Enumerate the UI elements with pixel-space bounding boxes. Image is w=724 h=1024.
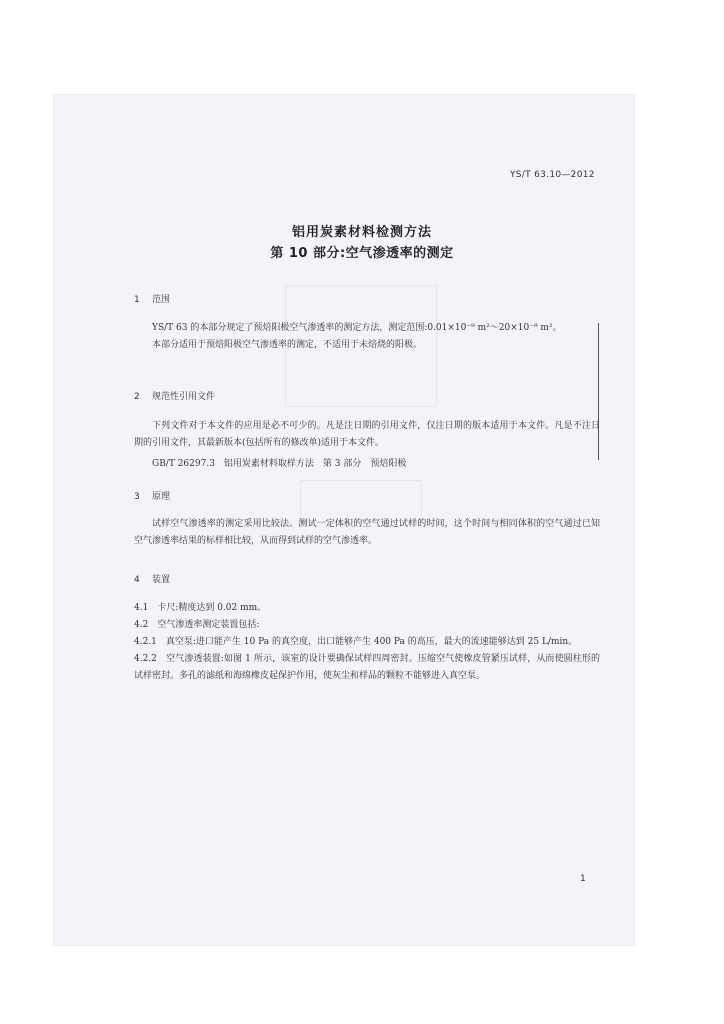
clause-item: 4.1 卡尺:精度达到 0.02 mm。 [134, 603, 267, 613]
document-code: YS/T 63.10—2012 [510, 170, 595, 180]
section-number: 2 [134, 392, 140, 402]
section-number: 3 [134, 492, 140, 502]
paragraph: YS/T 63 的本部分规定了预焙阳极空气渗透率的测定方法，测定范围:0.01×10⁻⁹ m²～20×10⁻⁹ m²。 [152, 323, 562, 333]
section-title: 范围 [152, 295, 171, 305]
section-heading-scope [134, 292, 170, 305]
document-title: 铝用炭素材料检测方法 [291, 225, 432, 240]
paragraph: 试样空气渗透率的测定采用比较法。测试一定体积的空气通过试样的时间，这个时间与相同体积的空气通过已知空气渗透率结果的标样相比较，从而得到试样的空气渗透率。 [134, 519, 600, 546]
clause-item: 4.2 空气渗透率测定装置包括: [134, 620, 260, 630]
section-body-principle [134, 516, 600, 550]
section-number: 4 [134, 575, 140, 585]
document-subtitle: 第 10 部分:空气渗透率的测定 [270, 246, 454, 261]
section-heading-principle [134, 489, 170, 502]
section-title: 原理 [152, 492, 171, 502]
section-heading-references [134, 389, 215, 402]
section-heading-apparatus [134, 572, 170, 585]
clause-item: 4.2.2 空气渗透装置:如图 1 所示，该室的设计要确保试样四周密封。压缩空气使橡皮管紧压试样，从而使圆柱形的试样密封。多孔的滤纸和海绵橡皮起保护作用，使灰尘和样品的颗粒不能够进入真空泵。 [134, 654, 600, 681]
section-body-apparatus [134, 600, 600, 685]
section-body-references [134, 418, 600, 452]
clause-item: 4.2.1 真空泵:进口能产生 10 Pa 的真空度，出口能够产生 400 Pa 的高压，最大的流速能够达到 25 L/min。 [134, 637, 578, 647]
section-body-scope [134, 320, 600, 354]
paragraph: 本部分适用于预焙阳极空气渗透率的测定，不适用于未焙烧的阳极。 [152, 340, 423, 350]
page-number: 1 [580, 874, 586, 884]
reference-entry: GB/T 26297.3 铝用炭素材料取样方法 第 3 部分 预焙阳极 [152, 459, 407, 469]
section-title: 规范性引用文件 [152, 392, 216, 402]
section-title: 装置 [152, 575, 171, 585]
section-number: 1 [134, 295, 140, 305]
paragraph: 下列文件对于本文件的应用是必不可少的。凡是注日期的引用文件，仅注日期的版本适用于本文件。凡是不注日期的引用文件，其最新版本(包括所有的修改单)适用于本文件。 [134, 421, 600, 448]
